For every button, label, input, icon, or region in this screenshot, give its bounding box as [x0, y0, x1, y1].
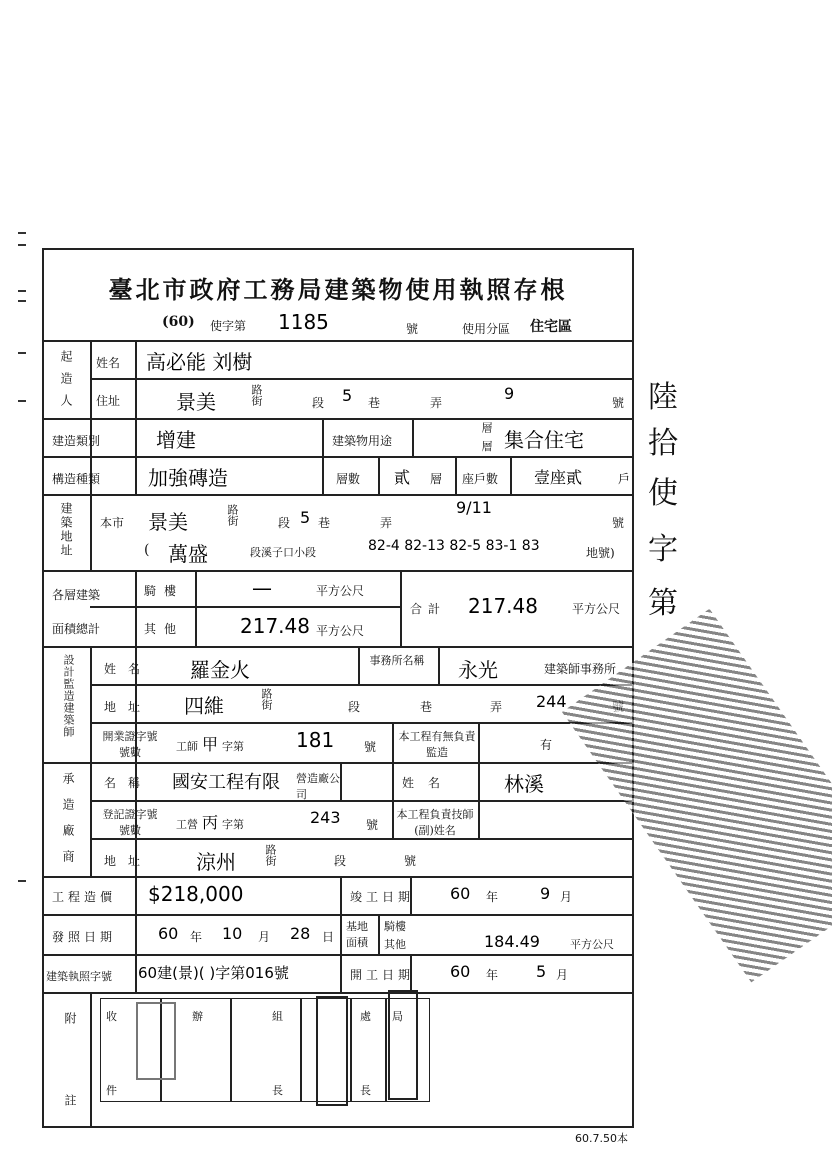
designer-road-label: 路街 — [260, 688, 273, 710]
cost-label: 工程造價 — [52, 890, 117, 904]
contractor-road-label: 路街 — [264, 844, 277, 866]
contractor-hao: 號 — [404, 854, 417, 868]
issue-nian: 年 — [190, 930, 203, 944]
qilou-label: 騎樓 — [144, 584, 185, 598]
contractor-co-type: 營造廠公司 — [296, 772, 340, 801]
office-value: 永光 — [458, 658, 498, 682]
stamp-label-4: 處 — [360, 1010, 371, 1023]
office-suffix: 建築師事務所 — [544, 662, 617, 676]
site-paren: ( — [144, 542, 150, 558]
floors-label: 層數 — [336, 472, 361, 486]
designer-no: 244 — [536, 692, 567, 711]
finish-label: 竣工日期 — [350, 890, 415, 904]
contractor-lic-label: 登記證字號號數 — [102, 808, 158, 837]
form-title: 臺北市政府工務局建築物使用執照存根 — [108, 275, 568, 304]
issue-ri: 日 — [322, 930, 335, 944]
start-year: 60 — [450, 962, 471, 981]
issue-year: 60 — [158, 924, 179, 943]
supervise-label: 本工程有無負責監造 — [398, 730, 476, 759]
site-road-label: 路街 — [226, 504, 239, 526]
designer-lic-prefix: 工師 — [176, 740, 198, 753]
contractor-lic-prefix: 工營 — [176, 818, 198, 831]
designer-duan: 段 — [348, 700, 361, 714]
site-district: 萬盛 — [168, 542, 208, 566]
stamp-label-3: 組 — [272, 1010, 283, 1023]
designer-street: 四維 — [184, 694, 224, 718]
owner-name-label: 姓名 — [96, 356, 121, 370]
issue-month: 10 — [222, 924, 243, 943]
floor-labels: 層 層 — [480, 422, 493, 454]
designer-lic-no: 181 — [296, 728, 335, 752]
side-char-4: 字 — [648, 532, 678, 567]
side-char-5: 第 — [648, 586, 678, 621]
contractor-person: 林溪 — [504, 772, 544, 796]
total-unit: 平方公尺 — [572, 602, 621, 616]
side-char-2: 拾 — [648, 426, 678, 461]
start-yue: 月 — [556, 968, 569, 982]
owner-street: 景美 — [176, 390, 216, 414]
other-unit: 平方公尺 — [316, 624, 365, 638]
zone-label: 使用分區 — [462, 322, 511, 336]
build-type-value: 增建 — [156, 428, 196, 452]
seal-2 — [316, 996, 348, 1106]
contractor-duan: 段 — [334, 854, 347, 868]
owner-nong: 弄 — [430, 396, 443, 410]
site-street: 景美 — [148, 510, 188, 534]
area-section-a: 各層建築 — [52, 588, 101, 602]
contractor-person-label: 姓名 — [402, 776, 455, 790]
issue-yue: 月 — [258, 930, 271, 944]
site-lots: 82-4 82-13 82-5 83-1 83 — [368, 538, 540, 554]
units-hu: 戶 — [618, 472, 631, 486]
cost-value: $218,000 — [148, 882, 244, 906]
other-value: 217.48 — [240, 614, 310, 638]
owner-section: 起造人 — [59, 350, 73, 416]
designer-nong: 弄 — [490, 700, 503, 714]
stamp-label-2: 辦 — [192, 1010, 203, 1023]
stamp-extra-3: 長 — [360, 1084, 371, 1097]
site-xiang: 巷 — [318, 516, 331, 530]
start-month: 5 — [536, 962, 547, 981]
seal-1 — [136, 1002, 176, 1080]
contractor-lic-grade: 丙 — [202, 813, 219, 832]
start-nian: 年 — [486, 968, 499, 982]
designer-name: 羅金火 — [190, 658, 250, 682]
site-hao: 號 — [612, 516, 625, 530]
side-char-3: 使 — [648, 476, 678, 511]
total-label: 合計 — [410, 602, 447, 616]
designer-lic-mid: 字第 — [222, 740, 244, 753]
permit-number: 1185 — [278, 310, 329, 334]
print-run: 60.7.50本 — [575, 1132, 628, 1145]
designer-xiang: 巷 — [420, 700, 433, 714]
issue-qilou-label: 騎樓 — [384, 920, 406, 933]
owner-no: 9 — [504, 384, 515, 403]
site-no: 9/11 — [456, 498, 492, 517]
issue-day: 28 — [290, 924, 311, 943]
tech-label: 本工程負責技師(副)姓名 — [396, 808, 474, 837]
site-duan: 段 — [278, 516, 291, 530]
contractor-name-label: 名稱 — [104, 776, 153, 790]
owner-addr-label: 住址 — [96, 394, 121, 408]
total-value: 217.48 — [468, 594, 538, 618]
side-char-1: 陸 — [648, 380, 678, 415]
build-permit-label: 建築執照字號 — [46, 970, 112, 983]
build-permit-value: 60建(景)( )字第016號 — [138, 964, 289, 982]
contractor-lic-hao: 號 — [366, 818, 379, 832]
notes-label: 附註 — [63, 1012, 77, 1176]
designer-section: 設計監造建築師 — [62, 654, 75, 738]
designer-name-label: 姓名 — [104, 662, 153, 676]
site-area-value: 184.49 — [484, 932, 540, 951]
units-value: 壹座貳 — [534, 468, 583, 487]
designer-addr-label: 地址 — [104, 700, 153, 714]
supervise-value: 有 — [540, 738, 553, 752]
structure-label: 構造種類 — [52, 472, 101, 486]
qilou-unit: 平方公尺 — [316, 584, 365, 598]
contractor-street: 涼州 — [196, 850, 236, 874]
floors-ceng: 層 — [430, 472, 443, 486]
owner-names: 高必能 刘樹 — [146, 350, 253, 374]
units-label: 座戶數 — [462, 472, 499, 486]
permit-prefix: 使字第 — [210, 319, 247, 333]
designer-lic-label: 開業證字號號數 — [102, 730, 158, 759]
contractor-addr-label: 地址 — [104, 854, 153, 868]
site-di-hao: 地號) — [586, 546, 615, 560]
stamp-label-5: 局 — [392, 1010, 403, 1023]
site-city: 本市 — [100, 516, 125, 530]
owner-road-label: 路街 — [250, 384, 263, 406]
finish-year: 60 — [450, 884, 471, 903]
use-label: 建築物用途 — [332, 434, 393, 448]
seal-3 — [388, 990, 418, 1100]
owner-hao: 號 — [612, 396, 625, 410]
contractor-name: 國安工程有限 — [172, 772, 280, 793]
designer-lic-hao: 號 — [364, 740, 377, 754]
owner-sec-no: 5 — [342, 386, 353, 405]
contractor-section: 承造廠商 — [61, 772, 75, 876]
contractor-lic-mid: 字第 — [222, 818, 244, 831]
designer-lic-grade: 甲 — [202, 735, 219, 754]
owner-duan: 段 — [312, 396, 325, 410]
contractor-lic-no: 243 — [310, 808, 341, 827]
stamp-extra-1: 件 — [106, 1084, 117, 1097]
other-label: 其他 — [144, 622, 185, 636]
site-sec-no: 5 — [300, 508, 311, 527]
zone-value: 住宅區 — [530, 319, 572, 335]
finish-yue: 月 — [560, 890, 573, 904]
finish-month: 9 — [540, 884, 551, 903]
site-nong: 弄 — [380, 516, 393, 530]
stamp-label-1: 收 — [106, 1010, 117, 1023]
stamp-extra-2: 長 — [272, 1084, 283, 1097]
area-section-b: 面積總計 — [52, 622, 101, 636]
site-area-label: 基地面積 — [346, 920, 368, 949]
site-sub-label: 段溪子口小段 — [250, 546, 316, 559]
qilou-value: — — [252, 576, 272, 600]
structure-value: 加強磚造 — [148, 466, 228, 490]
use-value: 集合住宅 — [504, 428, 584, 452]
start-label: 開工日期 — [350, 968, 415, 982]
floors-value: 貳 — [394, 468, 411, 487]
office-label: 事務所名稱 — [369, 654, 425, 667]
owner-xiang: 巷 — [368, 396, 381, 410]
site-section: 建築地址 — [59, 502, 73, 558]
build-type-label: 建造類別 — [52, 434, 101, 448]
issue-other-label: 其他 — [384, 938, 406, 951]
permit-suffix: 號 — [406, 322, 419, 336]
issue-label: 發照日期 — [52, 930, 117, 944]
permit-year: (60) — [162, 314, 195, 330]
finish-nian: 年 — [486, 890, 499, 904]
site-area-unit: 平方公尺 — [570, 938, 614, 951]
